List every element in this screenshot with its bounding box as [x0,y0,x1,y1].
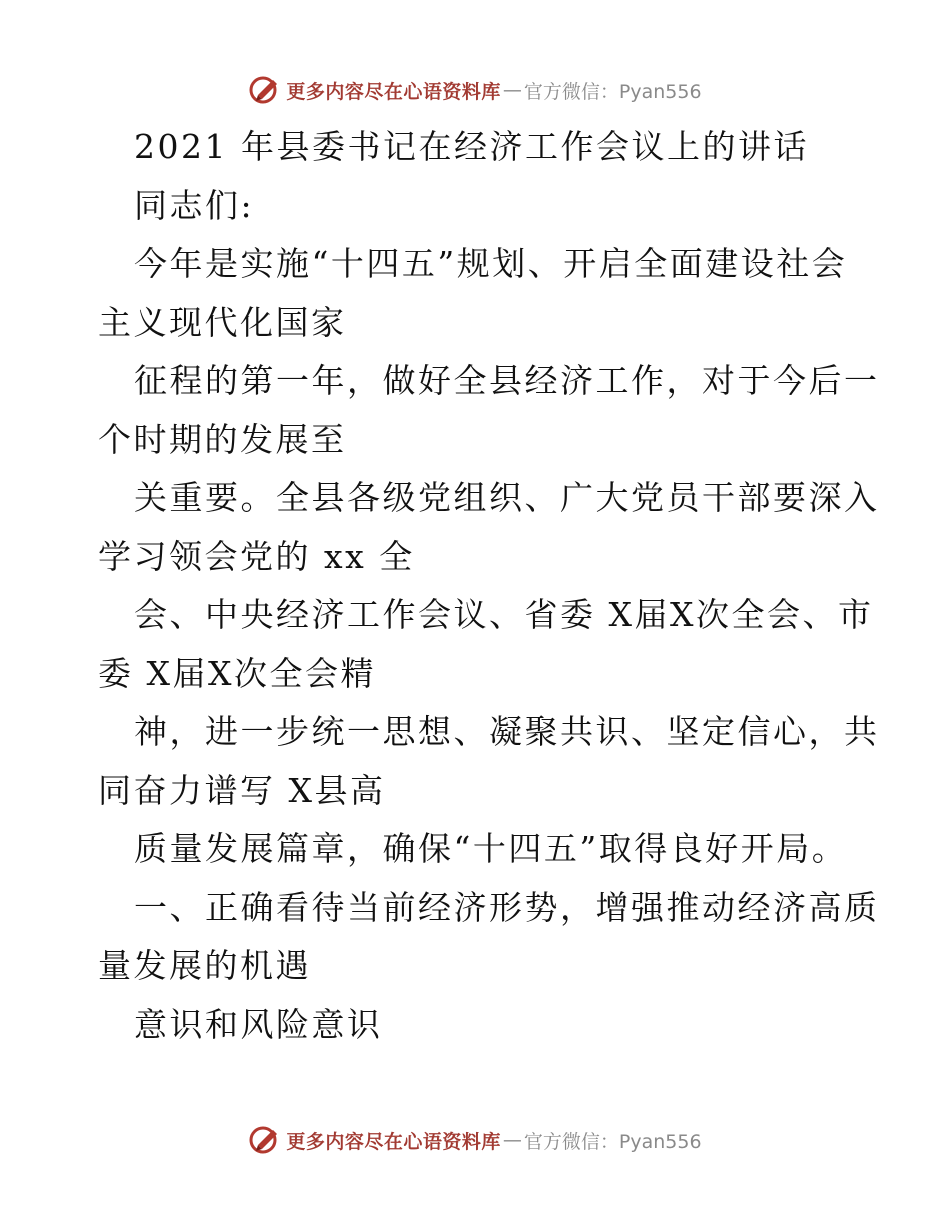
header-watermark [0,70,950,110]
document-title: 2021 年县委书记在经济工作会议上的讲话 [134,127,809,166]
watermark-contact-text: 官方微信：Pyan556 [523,80,702,103]
watermark-contact-text: 官方微信：Pyan556 [523,1130,702,1153]
watermark-dash: — [502,79,522,101]
pen-logo-icon [248,1123,282,1157]
watermark-dash: — [502,1129,522,1151]
watermark-brand-text: 更多内容尽在心语资料库 [286,1130,501,1153]
body-line: 学习领会党的 xx 全 [98,536,415,576]
body-line: 质量发展篇章，确保“十四五”取得良好开局。 [134,829,848,868]
body-line: 今年是实施“十四五”规划、开启全面建设社会 [134,244,848,283]
body-line: 征程的第一年，做好全县经济工作，对于今后一 [134,361,880,400]
body-line: 关重要。全县各级党组织、广大党员干部要深入 [134,478,880,517]
body-line: 会、中央经济工作会议、省委 X届X次全会、市 [134,595,874,634]
body-line: 同奋力谱写 X县高 [98,770,386,810]
salutation: 同志们: [134,185,255,225]
body-line: 意识和风险意识 [134,1004,383,1044]
body-line: 神，进一步统一思想、凝聚共识、坚定信心，共 [134,712,880,751]
section-heading-continued: 量发展的机遇 [98,946,311,985]
body-line: 主义现代化国家 [98,302,347,342]
body-line: 个时期的发展至 [98,419,347,459]
body-line: 委 X届X次全会精 [98,653,376,693]
section-heading: 一、正确看待当前经济形势，增强推动经济高质 [134,887,880,927]
document-body [98,118,880,1054]
footer-watermark [0,1120,950,1160]
pen-logo-icon [248,73,282,107]
watermark-brand-text: 更多内容尽在心语资料库 [286,80,501,103]
